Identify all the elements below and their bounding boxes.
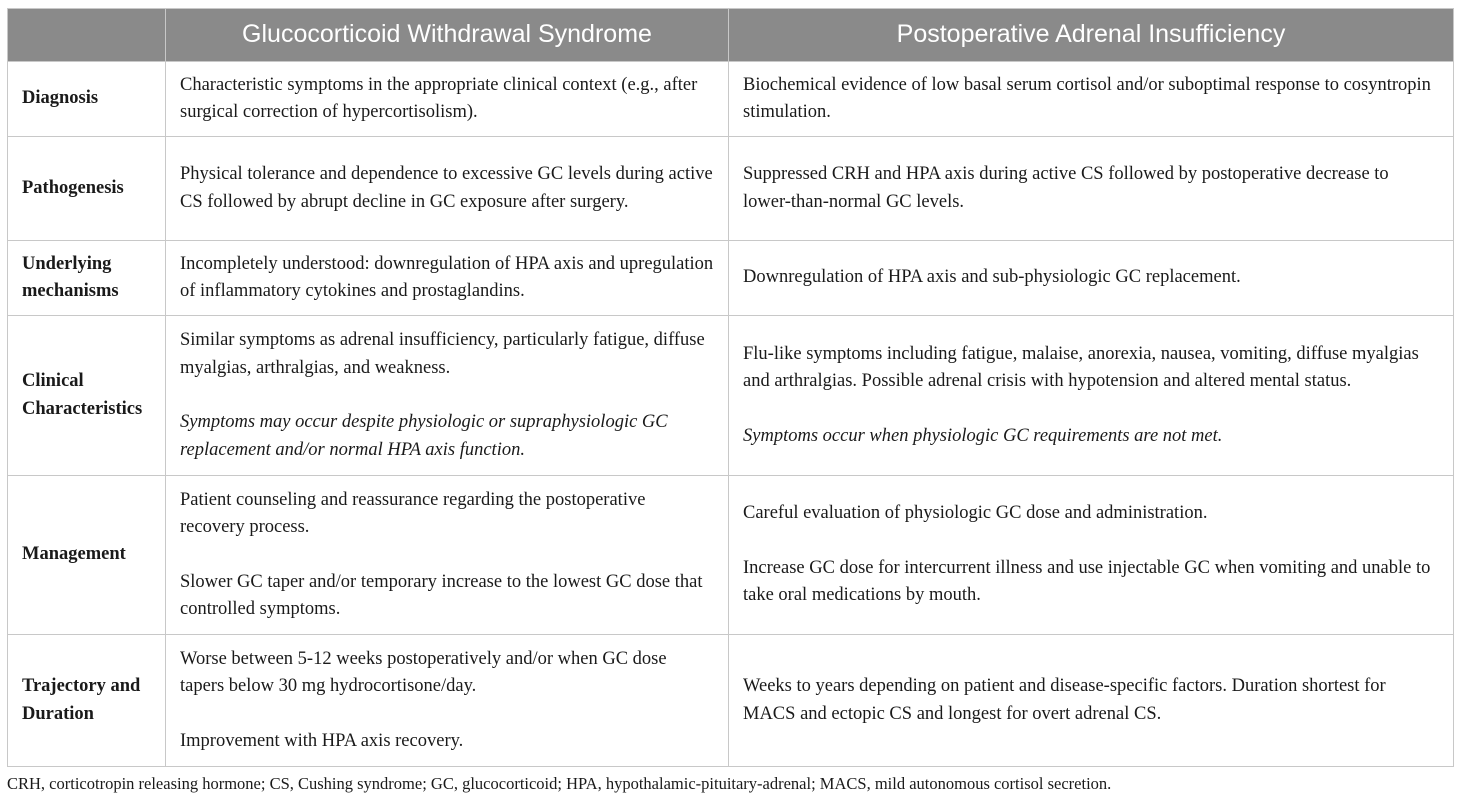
- cell-text: Physical tolerance and dependence to excessive GC levels during active CS followed by abrupt decline in GC exposure after surgery.: [180, 164, 713, 212]
- cell-text-italic: Symptoms occur when physiologic GC requirements are not met.: [743, 425, 1223, 446]
- cell-pai-mechanisms: [729, 241, 1454, 316]
- cell-text: Downregulation of HPA axis and sub-physiologic GC replacement.: [743, 267, 1241, 288]
- table-row-clinical: [8, 316, 1454, 476]
- cell-text: Careful evaluation of physiologic GC dose and administration.: [743, 503, 1208, 524]
- header-row: [8, 9, 1454, 62]
- table-row-trajectory: [8, 635, 1454, 767]
- row-label-trajectory: Trajectory and Duration: [8, 635, 166, 767]
- cell-text: Biochemical evidence of low basal serum cortisol and/or suboptimal response to cosyntropin stimulation.: [743, 74, 1431, 122]
- cell-text: Suppressed CRH and HPA axis during active CS followed by postoperative decrease to lower-than-normal GC levels.: [743, 164, 1389, 212]
- cell-gws-management: [166, 476, 729, 635]
- row-label-clinical: Clinical Characteristics: [8, 316, 166, 476]
- table-footnote: CRH, corticotropin releasing hormone; CS, Cushing syndrome; GC, glucocorticoid; HPA, hypothalamic-pituitary-adrenal; MACS, mild autonomous cortisol secretion.: [7, 774, 1112, 793]
- row-label-management: Management: [8, 476, 166, 635]
- table-row-management: [8, 476, 1454, 635]
- cell-pai-pathogenesis: [729, 137, 1454, 241]
- table-row-pathogenesis: [8, 137, 1454, 241]
- cell-text: Flu-like symptoms including fatigue, malaise, anorexia, nausea, vomiting, diffuse myalgias and arthralgias. Possible adrenal crisis with hypotension and altered mental status.: [743, 343, 1419, 392]
- cell-text: Weeks to years depending on patient and disease-specific factors. Duration shortest for MACS and ectopic CS and longest for overt adrenal CS.: [743, 676, 1386, 724]
- row-label-mechanisms: Underlying mechanisms: [8, 241, 166, 316]
- cell-text: Improvement with HPA axis recovery.: [180, 730, 464, 751]
- cell-gws-pathogenesis: [166, 137, 729, 241]
- row-label-pathogenesis: Pathogenesis: [8, 137, 166, 241]
- comparison-table: [7, 8, 1454, 767]
- cell-text-italic: Symptoms may occur despite physiologic or supraphysiologic GC replacement and/or normal HPA axis function.: [180, 412, 668, 460]
- header-gws: Glucocorticoid Withdrawal Syndrome: [166, 9, 729, 62]
- cell-text: Incompletely understood: downregulation of HPA axis and upregulation of inflammatory cytokines and prostaglandins.: [180, 253, 714, 301]
- cell-pai-clinical: [729, 316, 1454, 476]
- cell-pai-management: [729, 476, 1454, 635]
- cell-text: Similar symptoms as adrenal insufficiency, particularly fatigue, diffuse myalgias, arthralgias, and weakness.: [180, 330, 705, 378]
- cell-text: Increase GC dose for intercurrent illness and use injectable GC when vomiting and unable to take oral medications by mouth.: [743, 557, 1431, 606]
- table-row-mechanisms: [8, 241, 1454, 316]
- table-row-diagnosis: [8, 62, 1454, 137]
- cell-text: Patient counseling and reassurance regarding the postoperative recovery process.: [180, 489, 646, 537]
- header-pai: Postoperative Adrenal Insufficiency: [729, 9, 1454, 62]
- cell-text: Worse between 5-12 weeks postoperatively and/or when GC dose tapers below 30 mg hydrocortisone/day.: [180, 648, 667, 697]
- row-label-diagnosis: Diagnosis: [8, 62, 166, 137]
- cell-gws-trajectory: [166, 635, 729, 767]
- cell-gws-mechanisms: [166, 241, 729, 316]
- cell-text: Characteristic symptoms in the appropriate clinical context (e.g., after surgical correction of hypercortisolism).: [180, 74, 698, 122]
- cell-gws-diagnosis: [166, 62, 729, 137]
- cell-pai-trajectory: [729, 635, 1454, 767]
- header-corner-cell: [8, 9, 166, 62]
- cell-text: Slower GC taper and/or temporary increase to the lowest GC dose that controlled symptoms.: [180, 571, 703, 619]
- cell-gws-clinical: [166, 316, 729, 476]
- cell-pai-diagnosis: [729, 62, 1454, 137]
